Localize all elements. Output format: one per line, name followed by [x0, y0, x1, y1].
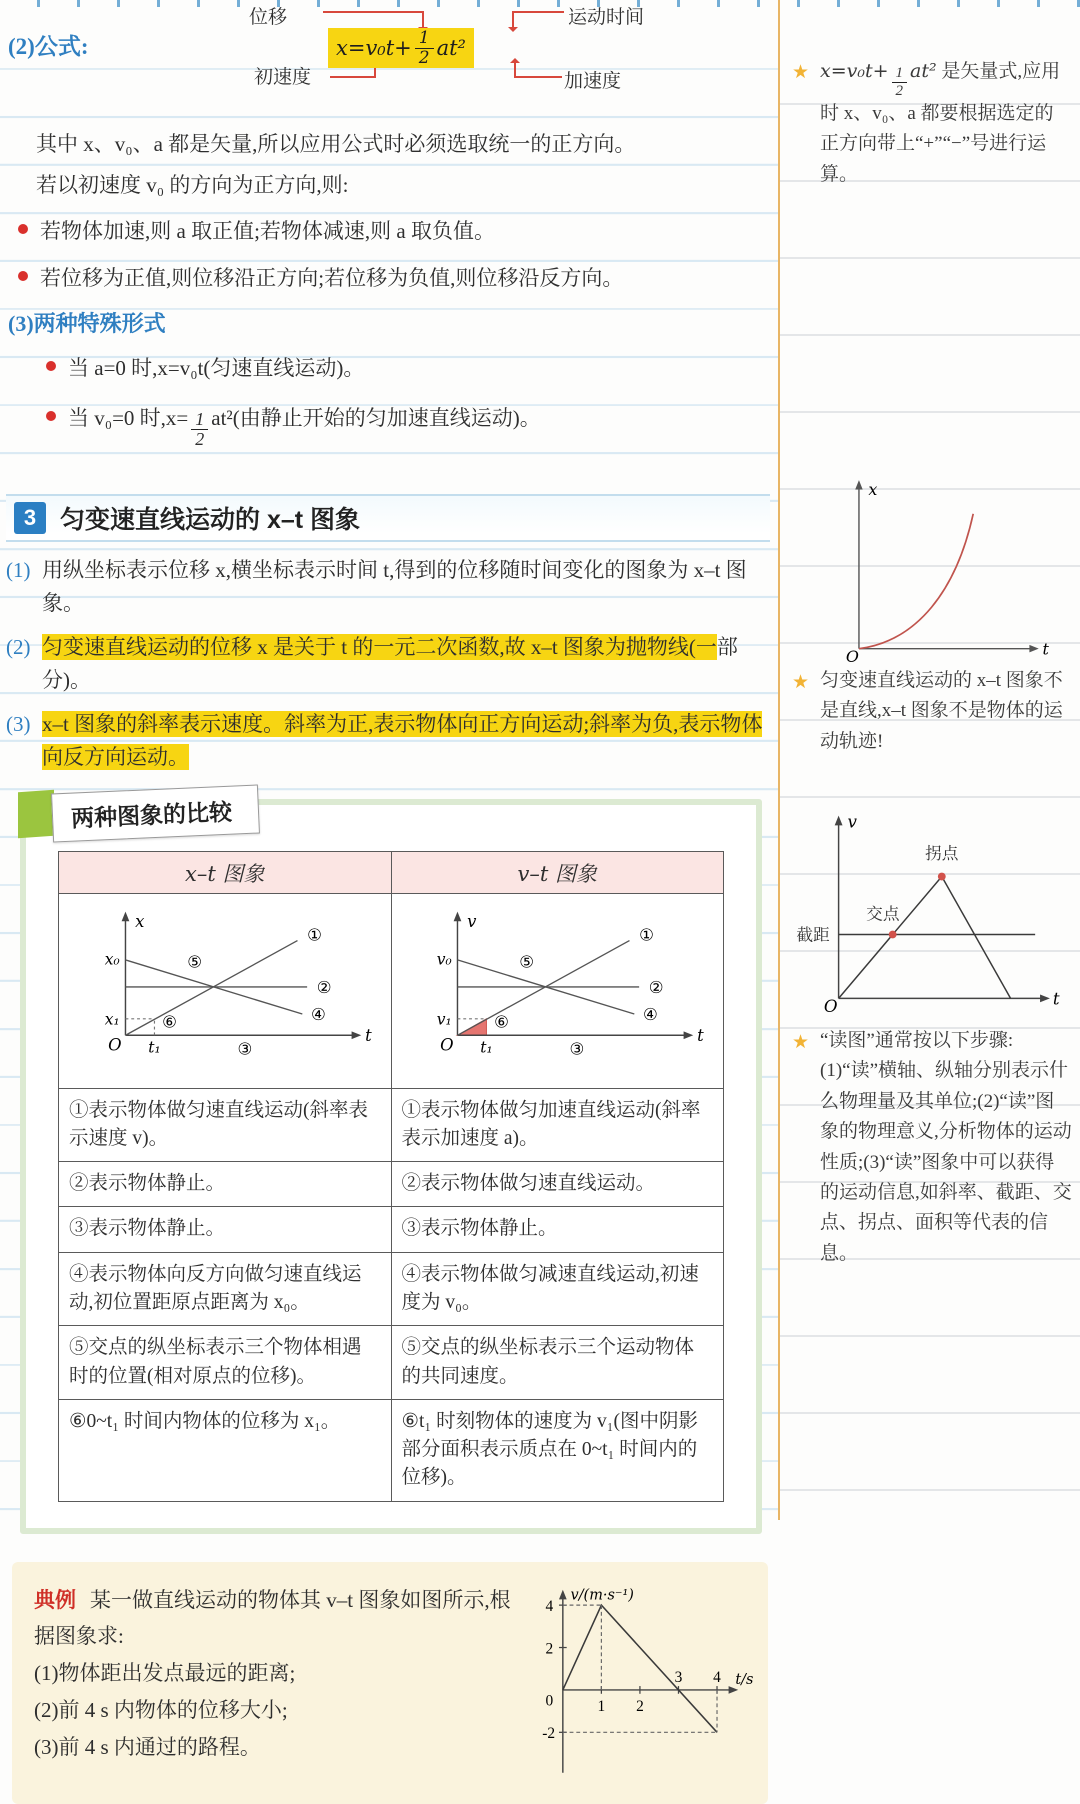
formula-section-label: (2)公式: [8, 34, 89, 59]
row4-xt: ④表示物体向反方向做匀速直线运动,初位置距原点距离为 x₀。 [59, 1252, 392, 1326]
annotation-displacement: 位移 [249, 7, 288, 28]
row6-vt: ⑥t₁ 时刻物体的速度为 v₁(图中阴影部分面积表示质点在 0~t₁ 时间内的位移)。 [391, 1399, 724, 1501]
xt-x1-label: x₁ [104, 1011, 120, 1030]
star-icon: ★ [792, 671, 810, 693]
row1-xt: ①表示物体做匀速直线运动(斜率表示速度 v)。 [59, 1088, 392, 1162]
sidebar-note-not-trajectory: ★ 匀变速直线运动的 x–t 图象不是直线,x–t 图象不是物体的运动轨迹! [792, 666, 1072, 757]
row2-vt: ②表示物体做匀速直线运动。 [391, 1162, 724, 1207]
comparison-panel [20, 799, 762, 1533]
row3-vt: ③表示物体静止。 [391, 1207, 724, 1252]
special-form-uniform: 当 a=0 时,x=v₀t(匀速直线运动)。 [18, 353, 770, 385]
curve2-label: ② [649, 978, 664, 998]
bullet-acceleration-sign: 若物体加速,则 a 取正值;若物体减速,则 a 取负值。 [18, 216, 770, 248]
vt-v1-label: v₁ [436, 1011, 452, 1030]
xtick-1: 1 [597, 1697, 606, 1715]
section3-item2: (2) 匀变速直线运动的位移 x 是关于 t 的一元二次函数,故 x–t 图象为抛物线(一部分)。 [6, 635, 738, 692]
vt-comparison-graph [397, 900, 717, 1072]
bullet-ring-icon [18, 271, 28, 281]
highlighted-formula [328, 28, 474, 68]
section3-title: 匀变速直线运动的 x–t 图象 [60, 506, 361, 535]
vt-reading-graph [794, 792, 1066, 1020]
table-row [59, 1399, 724, 1501]
table-row [59, 1162, 724, 1207]
formula-section [6, 0, 770, 120]
g1-y-axis-label: x [868, 480, 878, 500]
sidebar-note-vector-formula: ★ x=v₀t+ $\frac{1}{2}$ at² 是矢量式,应用时 x、v₀、a 都要根据选定的正方向带上“+”“−”号进行运算。 [792, 56, 1072, 190]
formula-post: at² [436, 36, 466, 61]
g1-origin-label: O [845, 646, 859, 666]
sidebar-xt-curve-graph [814, 470, 1050, 675]
curve4-label: ④ [643, 1005, 658, 1025]
intercept-label: 截距 [796, 925, 830, 945]
row2-xt: ②表示物体静止。 [59, 1162, 392, 1207]
xt-t1-label: t₁ [148, 1039, 161, 1058]
sidebar-vt-triangle-graph [794, 792, 1066, 1025]
bullet-ring-icon [46, 411, 56, 421]
green-accent-icon [18, 790, 54, 839]
xt-x-axis-label: t [364, 1026, 372, 1046]
xt-y-axis-label: x [134, 912, 145, 932]
arrow-connector-acceleration [514, 62, 562, 78]
curve6-label: ⑥ [161, 1012, 177, 1032]
curve1-label: ① [306, 925, 322, 945]
section3-item1: (1) 用纵坐标表示位移 x,横坐标表示时间 t,得到的位移随时间变化的图象为 x–t 图象。 [6, 558, 747, 615]
arrow-connector-time [512, 11, 564, 28]
comparison-table [58, 851, 724, 1501]
example-question1: (1)物体距出发点最远的距离; [34, 1661, 296, 1686]
example-text: 典例 某一做直线运动的物体其 v–t 图象如图所示,根据图象求: (1)物体距出发点最远的距离; (2)前 4 s 内物体的位移大小; (3)前 4 s 内通过的路程。 [34, 1582, 516, 1794]
example-label: 典例 [34, 1587, 76, 1612]
row6-xt: ⑥0~t₁ 时间内物体的位移为 x₁。 [59, 1399, 392, 1501]
arrow-connector-displacement [323, 11, 424, 28]
annotation-acceleration: 加速度 [564, 71, 622, 92]
curve2-label: ② [316, 978, 332, 998]
comparison-panel-title: 两种图象的比较 [51, 785, 260, 843]
row5-vt: ⑤交点的纵坐标表示三个运动物体的共同速度。 [391, 1326, 724, 1400]
xt-origin-label: O [107, 1036, 122, 1056]
xtick-4: 4 [713, 1668, 721, 1686]
column-header-xt: x–t 图象 [59, 852, 392, 894]
sidebar-column [778, 0, 1080, 1520]
row4-vt: ④表示物体做匀减速直线运动,初速度为 v₀。 [391, 1252, 724, 1326]
section3-number-badge: 3 [14, 502, 46, 534]
table-header-row [59, 852, 724, 894]
table-row [59, 1088, 724, 1162]
curve3-label: ③ [569, 1039, 585, 1059]
paragraph-positive-direction: 若以初速度 v₀ 的方向为正方向,则: [36, 172, 349, 197]
formula-pre: x=v₀t+ [336, 36, 412, 61]
ytick-4: 4 [545, 1597, 554, 1615]
star-icon: ★ [792, 61, 810, 83]
table-row [59, 1252, 724, 1326]
example-box [12, 1562, 768, 1804]
bullet-ring-icon [18, 224, 28, 234]
row3-xt: ③表示物体静止。 [59, 1207, 392, 1252]
example-ylabel: v/(m·s⁻¹) [570, 1586, 634, 1603]
curve4-label: ④ [310, 1005, 326, 1025]
table-graph-row [59, 894, 724, 1088]
xtick-3: 3 [674, 1668, 683, 1686]
bullet-displacement-sign: 若位移为正值,则位移沿正方向;若位移为负值,则位移沿反方向。 [18, 263, 770, 295]
curve1-label: ① [639, 925, 655, 945]
example-question2: (2)前 4 s 内物体的位移大小; [34, 1697, 288, 1722]
formula-fraction: $\frac{1}{2}$ [415, 29, 434, 67]
row5-xt: ⑤交点的纵坐标表示三个物体相遇时的位置(相对原点的位移)。 [59, 1326, 392, 1400]
special-form-from-rest: 当 v₀=0 时,x= $\frac{1}{2}$ at²(由静止开始的匀加速直线运动)。 [18, 403, 770, 451]
page-top-ruler [0, 0, 1080, 7]
curve3-label: ③ [237, 1039, 253, 1059]
xt-comparison-graph [65, 900, 385, 1072]
annotation-initial-velocity: 初速度 [254, 67, 312, 88]
example-xlabel: t/s [735, 1671, 754, 1688]
intersection-label: 交点 [866, 904, 900, 924]
curve5-label: ⑤ [519, 953, 535, 973]
sidebar-note-reading-steps: ★ “读图”通常按以下步骤:(1)“读”横轴、纵轴分别表示什么物理量及其单位;(2)“读”图象的物理意义,分析物体的运动性质;(3)“读”图象中可以获得的运动信息,如斜率、截距、交点、拐点、面积等代表的信息。 [792, 1026, 1072, 1269]
vt-t1-label: t₁ [480, 1039, 493, 1058]
paragraph-vectors: 其中 x、v₀、a 都是矢量,所以应用公式时必须选取统一的正方向。 [36, 132, 636, 156]
g2-y-axis-label: v [847, 811, 857, 832]
xt-graph-cell [59, 894, 392, 1088]
vt-y-axis-label: v [467, 912, 477, 932]
curve6-label: ⑥ [494, 1012, 510, 1032]
vt-origin-label: O [440, 1036, 454, 1056]
example-graph-area [522, 1582, 758, 1794]
section3-header [6, 494, 770, 542]
note1-fraction: $\frac{1}{2}$ [892, 65, 908, 99]
example-vt-graph [522, 1582, 754, 1794]
table-row [59, 1207, 724, 1252]
turning-point-label: 拐点 [925, 843, 959, 863]
bullet-ring-icon [46, 361, 56, 371]
vt-x-axis-label: t [697, 1026, 704, 1046]
g2-x-axis-label: t [1052, 988, 1060, 1009]
annotation-time: 运动时间 [568, 7, 645, 28]
vt-v0-label: v₀ [436, 951, 452, 970]
xt-parabola-graph [814, 470, 1050, 670]
star-icon: ★ [792, 1031, 810, 1053]
ytick-2: 2 [545, 1639, 554, 1657]
xt-x0-label: x₀ [104, 951, 120, 970]
ytick-neg2: -2 [542, 1724, 556, 1742]
xtick-2: 2 [636, 1697, 644, 1715]
vt-graph-cell [391, 894, 724, 1088]
g2-origin-label: O [823, 996, 838, 1017]
ytick-0: 0 [545, 1691, 554, 1709]
table-row [59, 1326, 724, 1400]
subsection-special-forms: (3)两种特殊形式 [8, 311, 166, 336]
column-header-vt: v–t 图象 [391, 852, 724, 894]
g1-x-axis-label: t [1042, 639, 1049, 659]
special2-fraction: $\frac{1}{2}$ [191, 410, 208, 451]
curve5-label: ⑤ [187, 953, 202, 973]
row1-vt: ①表示物体做匀加速直线运动(斜率表示加速度 a)。 [391, 1088, 724, 1162]
section3-item3: (3) x–t 图象的斜率表示速度。斜率为正,表示物体向正方向运动;斜率为负,表示物体向反方向运动。 [6, 712, 763, 769]
example-question3: (3)前 4 s 内通过的路程。 [34, 1734, 261, 1759]
